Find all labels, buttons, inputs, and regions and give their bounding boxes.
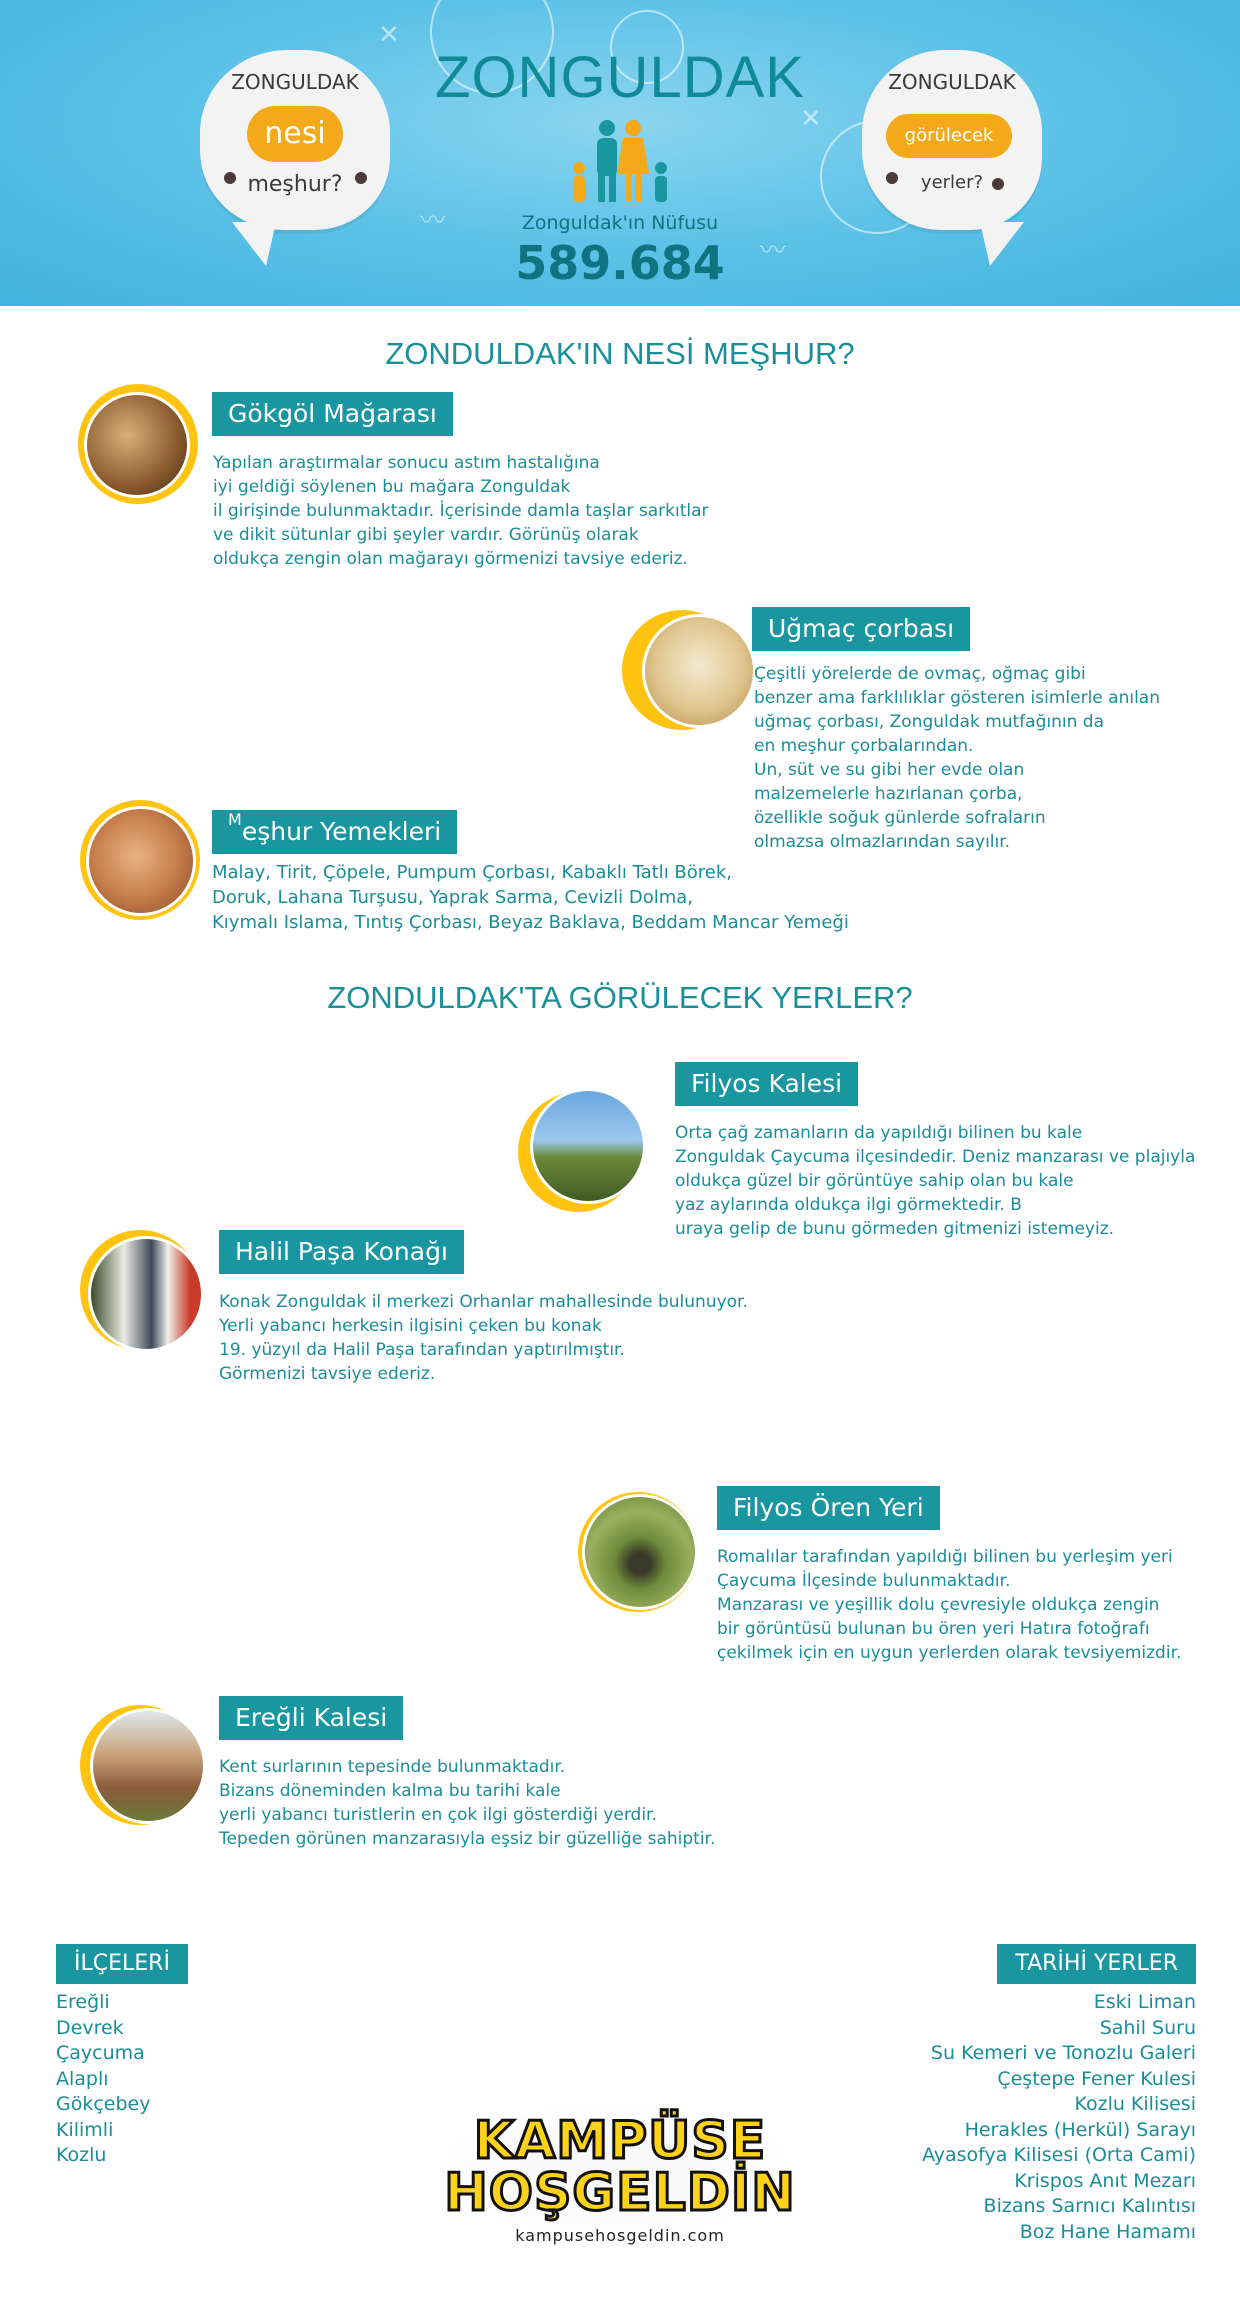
- historic-heading: TARİHİ YERLER: [997, 1944, 1196, 1984]
- right-bubble-tail: [980, 222, 1024, 266]
- place-label-eregli: Ereğli Kalesi: [219, 1696, 403, 1740]
- bubble-dot: [992, 178, 1004, 190]
- place-desc-oren-yeri: Romalılar tarafından yapıldığı bilinen bu yerleşim yeri Çaycuma İlçesinde bulunmaktadır. Manzarası ve yeşillik dolu çevresiyle oldukça zengin bir görüntüsü bulunan bu ören yeri Hatıra fotoğrafı çekilmek için en uygun yerlerden olarak tevsiyemizdir.: [717, 1547, 1182, 1663]
- section-title-places: ZONDULDAK'TA GÖRÜLECEK YERLER?: [327, 980, 913, 1015]
- item-desc-ugmac: Çeşitli yörelerde de ovmaç, oğmaç gibi benzer ama farklılıklar gösteren isimlerle anılan uğmaç çorbası, Zonguldak mutfağının da en meşhur çorbalarından. Un, süt ve su gibi her evde olan malzemelerle hazırlanan çorba, özellikle soğuk günlerde sofraların olmazsa olmazlarından sayılır.: [754, 664, 1160, 852]
- bubble-dot: [886, 172, 898, 184]
- header-banner: [0, 0, 1240, 306]
- section-title-famous: ZONDULDAK'IN NESİ MEŞHUR?: [385, 336, 855, 371]
- place-desc-eregli: Kent surlarının tepesinde bulunmaktadır. Bizans döneminden kalma bu tarihi kale yerli yabancı turistlerin en çok ilgi gösterdiği yerdir. Tepeden görünen manzarasıyla eşsiz bir güzelliğe sahiptir.: [219, 1757, 716, 1849]
- left-bubble-pill: nesi: [247, 106, 343, 162]
- page-title: ZONGULDAK: [435, 45, 805, 110]
- cave-photo: [84, 392, 190, 498]
- decor-cross: ✕: [800, 104, 822, 134]
- district-item: Ereğli: [56, 1991, 110, 2013]
- right-bubble-bottom-text: yerler?: [920, 172, 984, 193]
- population-value: 589.684: [515, 236, 725, 290]
- district-item: Kozlu: [56, 2144, 107, 2166]
- historic-item: Krispos Anıt Mezarı: [1014, 2169, 1196, 2192]
- historic-item: Çeştepe Fener Kulesi: [997, 2067, 1196, 2090]
- district-item: Çaycuma: [56, 2042, 145, 2064]
- decor-zigzag: 〰: [760, 236, 787, 266]
- logo-line-1: KAMPÜSE: [473, 2111, 767, 2171]
- historic-item: Bizans Sarnıcı Kalıntısı: [983, 2195, 1196, 2217]
- decor-zigzag: 〰: [420, 206, 447, 236]
- historic-item: Eski Liman: [1093, 1991, 1196, 2013]
- right-bubble-top-text: ZONGULDAK: [888, 70, 1016, 94]
- place-label-halil-pasa: Halil Paşa Konağı: [219, 1230, 464, 1274]
- logo-url[interactable]: kampusehosgeldin.com: [515, 2226, 725, 2245]
- item-desc-yemekler: Malay, Tirit, Çöpele, Pumpum Çorbası, Kabaklı Tatlı Börek, Doruk, Lahana Turşusu, Yaprak Sarma, Cevizli Dolma, Kıymalı Islama, Tıntış Çorbası, Beyaz Baklava, Beddam Mancar Yemeği: [212, 862, 849, 933]
- soup-photo: [642, 614, 756, 728]
- historic-item: Su Kemeri ve Tonozlu Galeri: [930, 2042, 1196, 2064]
- place-label-filyos-kalesi: Filyos Kalesi: [675, 1062, 858, 1106]
- historic-list: [922, 1990, 1196, 2245]
- label-prefix: M: [228, 810, 242, 829]
- item-label-yemekler: [212, 810, 457, 854]
- bubble-dot: [355, 172, 367, 184]
- filyos-castle-photo: [530, 1088, 646, 1204]
- district-item: Kilimli: [56, 2118, 114, 2141]
- right-bubble-pill: görülecek: [886, 114, 1012, 158]
- bubble-dot: [224, 172, 236, 184]
- districts-list: [56, 1990, 150, 2169]
- population-label: Zonguldak'ın Nüfusu: [521, 212, 719, 234]
- district-item: Alaplı: [56, 2067, 109, 2090]
- place-desc-filyos-kalesi: Orta çağ zamanların da yapıldığı bilinen bu kale Zonguldak Çaycuma ilçesindedir. Deniz manzarası ve plajıyla oldukça güzel bir görüntüye sahip olan bu kale yaz aylarında oldukça ilgi görmektedir. B uraya gelip de bunu görmeden gitmenizi istemeyiz.: [675, 1123, 1196, 1239]
- place-label-oren-yeri: Filyos Ören Yeri: [717, 1486, 940, 1530]
- food-photo: [86, 806, 196, 916]
- family-icon: [565, 118, 675, 204]
- konak-photo: [88, 1236, 204, 1352]
- districts-heading: İLÇELERİ: [56, 1944, 188, 1984]
- district-item: Gökçebey: [56, 2093, 151, 2115]
- historic-item: Sahil Suru: [1099, 2016, 1196, 2039]
- item-label-gokgol: Gökgöl Mağarası: [212, 392, 453, 436]
- label-text: eşhur Yemekleri: [241, 817, 442, 846]
- item-label-ugmac: Uğmaç çorbası: [752, 607, 970, 651]
- oren-yeri-photo: [582, 1494, 698, 1610]
- left-bubble-top-text: ZONGULDAK: [231, 70, 359, 94]
- item-desc-gokgol: Yapılan araştırmalar sonucu astım hastalığına iyi geldiği söylenen bu mağara Zonguldak il girişinde bulunmaktadır. İçerisinde damla taşlar sarkıtlar ve dikit sütunlar gibi şeyler vardır. Görünüş olarak oldukça zengin olan mağarayı görmenizi tavsiye ederiz.: [213, 453, 709, 569]
- district-item: Devrek: [56, 2016, 124, 2039]
- left-bubble-bottom-text: meşhur?: [247, 172, 343, 197]
- historic-item: Boz Hane Hamamı: [1019, 2220, 1196, 2243]
- historic-item: Ayasofya Kilisesi (Orta Cami): [922, 2144, 1196, 2166]
- left-bubble-tail: [232, 222, 276, 266]
- eregli-castle-photo: [90, 1708, 206, 1824]
- historic-item: Kozlu Kilisesi: [1074, 2093, 1196, 2115]
- historic-item: Herakles (Herkül) Sarayı: [964, 2118, 1196, 2141]
- logo-line-2: HOŞGELDİN: [444, 2163, 796, 2223]
- decor-cross: ✕: [378, 20, 400, 50]
- place-desc-halil-pasa: Konak Zonguldak il merkezi Orhanlar mahallesinde bulunuyor. Yerli yabancı herkesin ilgisini çeken bu konak 19. yüzyıl da Halil Paşa tarafından yaptırılmıştır. Görmenizi tavsiye ederiz.: [219, 1292, 748, 1384]
